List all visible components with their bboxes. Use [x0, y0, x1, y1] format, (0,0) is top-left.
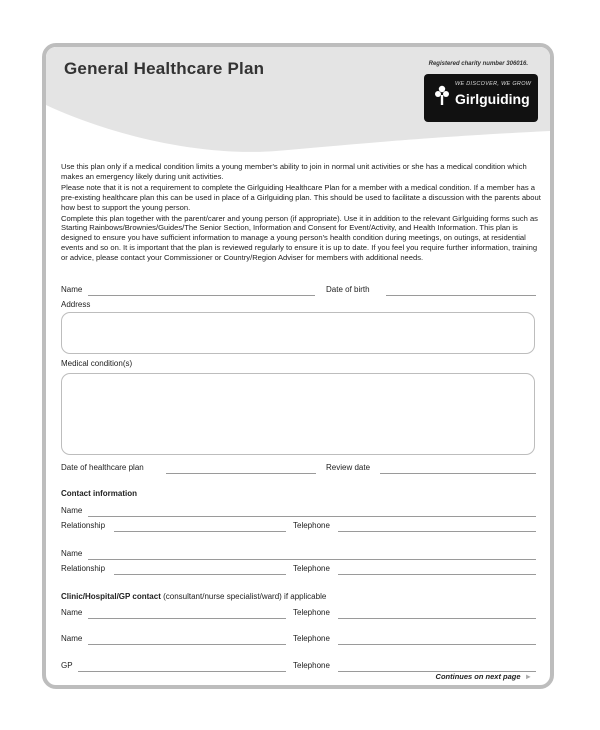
continues-next-page[interactable]	[436, 672, 532, 681]
name-field[interactable]	[88, 295, 315, 296]
contact-name-2-field[interactable]	[88, 559, 536, 560]
medical-field[interactable]	[61, 373, 535, 455]
relationship-2-label: Relationship	[61, 564, 106, 573]
arrow-right-icon: ►	[524, 672, 532, 681]
gp-label: GP	[61, 661, 73, 670]
address-label: Address	[61, 300, 91, 309]
contact-name-1-label: Name	[61, 506, 83, 515]
gp-field[interactable]	[78, 671, 286, 672]
clinic-heading-bold: Clinic/Hospital/GP contact	[61, 592, 161, 601]
intro-paragraph-1: Use this plan only if a medical condition limits a young member's ability to join in normal unit activities or she has a medical condition which makes an emergency likely during unit activities.	[61, 162, 527, 181]
telephone-1-label: Telephone	[293, 521, 330, 530]
intro-paragraph-3: Complete this plan together with the parent/carer and young person (if appropriate). Use it in addition to the relevant Girlguiding forms such as Starting Rainbows/Brownies/Guides/The Senior Section, Information and Consent for Event/Activity, and Health Information. This plan is designed to ensure you have sufficient information to manage a young person's health condition during meetings, on outings, at residential events and so on. It is important that the plan is reviewed regularly to ensure it is up to date. If you feel you require further information, training or advice, please contact your Commissioner or Country/Region Adviser for members with additional needs.	[61, 213, 538, 263]
plan-date-field[interactable]	[166, 473, 316, 474]
clinic-telephone-1-field[interactable]	[338, 618, 536, 619]
clinic-name-2-label: Name	[61, 634, 83, 643]
girlguiding-logo	[424, 74, 538, 122]
logo-brand: Girlguiding	[455, 91, 530, 107]
clinic-heading	[61, 592, 326, 601]
medical-label: Medical condition(s)	[61, 359, 133, 368]
gp-telephone-label: Telephone	[293, 661, 330, 670]
relationship-1-label: Relationship	[61, 521, 106, 530]
contact-name-1-field[interactable]	[88, 516, 536, 517]
intro-text	[61, 162, 543, 264]
clinic-telephone-2-label: Telephone	[293, 634, 330, 643]
dob-field[interactable]	[386, 295, 536, 296]
footer-text: Continues on next page	[435, 672, 521, 681]
dob-label: Date of birth	[326, 285, 370, 294]
contact-name-2-label: Name	[61, 549, 83, 558]
form-card	[42, 43, 554, 689]
telephone-2-field[interactable]	[338, 574, 536, 575]
clinic-name-1-field[interactable]	[88, 618, 286, 619]
plan-date-label: Date of healthcare plan	[61, 463, 144, 472]
relationship-1-field[interactable]	[114, 531, 286, 532]
contact-heading: Contact information	[61, 489, 137, 498]
clinic-telephone-2-field[interactable]	[338, 644, 536, 645]
telephone-1-field[interactable]	[338, 531, 536, 532]
charity-number: Registered charity number 306016.	[428, 61, 528, 67]
clinic-name-1-label: Name	[61, 608, 83, 617]
telephone-2-label: Telephone	[293, 564, 330, 573]
review-date-field[interactable]	[380, 473, 536, 474]
review-date-label: Review date	[326, 463, 371, 472]
address-field[interactable]	[61, 312, 535, 354]
trefoil-icon	[434, 84, 450, 108]
logo-tagline: WE DISCOVER, WE GROW	[455, 81, 532, 87]
page-title: General Healthcare Plan	[64, 59, 265, 78]
relationship-2-field[interactable]	[114, 574, 286, 575]
clinic-name-2-field[interactable]	[88, 644, 286, 645]
intro-paragraph-2: Please note that it is not a requirement to complete the Girlguiding Healthcare Plan for a member with a medical condition. If a member has a pre-existing healthcare plan this can be used in place of a Girlguiding plan. This should be used to facilitate a discussion with the parents about how best to support the young person.	[61, 182, 541, 212]
name-label: Name	[61, 285, 83, 294]
clinic-telephone-1-label: Telephone	[293, 608, 330, 617]
clinic-heading-rest: (consultant/nurse specialist/ward) if applicable	[160, 592, 327, 601]
